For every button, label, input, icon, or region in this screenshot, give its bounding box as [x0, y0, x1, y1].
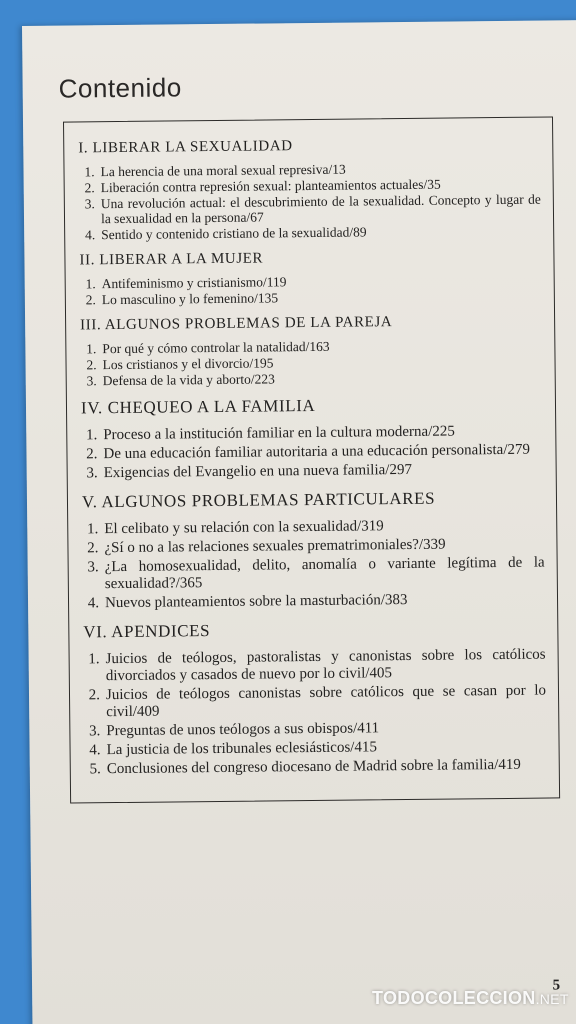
book-page	[22, 20, 576, 1024]
list-item: 2. De una educación familiar autoritaria a una educación personalista/279	[86, 441, 531, 463]
watermark-logo	[372, 988, 569, 1009]
list-item: 4. Sentido y contenido cristiano de la sexualidad/89	[84, 224, 367, 243]
list-item: 4. Nuevos planteamientos sobre la masturbación/383	[87, 591, 408, 612]
list-item: 3. Preguntas de unos teólogos a sus obispos/411	[89, 720, 380, 740]
list-item: 2. Juicios de teólogos canonistas sobre católicos que se casan por lo civil/409	[88, 682, 547, 721]
list-item: 2. Liberación contra represión sexual: planteamientos actuales/35	[84, 176, 441, 196]
section-title: VI. APENDICES	[83, 621, 211, 642]
toc-section-5	[82, 488, 545, 613]
section-title: III. ALGUNOS PROBLEMAS DE LA PAREJA	[80, 314, 393, 334]
list-item: 2. ¿Sí o no a las relaciones sexuales prematrimoniales?/339	[87, 536, 446, 557]
toc-section-6	[83, 618, 547, 779]
list-item: 4. La justicia de los tribunales eclesiásticos/415	[89, 739, 378, 759]
list-item: 1. Juicios de teólogos, pastoralistas y canonistas sobre los católicos divorciados y casados de nuevo por lo civil/405	[88, 646, 546, 685]
toc-section-1	[78, 136, 541, 243]
section-title: V. ALGUNOS PROBLEMAS PARTICULARES	[81, 488, 436, 512]
section-title: I. LIBERAR LA SEXUALIDAD	[78, 138, 293, 157]
list-item: 1. Por qué y cómo controlar la natalidad/163	[86, 338, 330, 357]
table-of-contents	[63, 116, 560, 803]
watermark-suffix: .NET	[535, 991, 569, 1007]
section-title: II. LIBERAR A LA MUJER	[79, 250, 264, 269]
toc-section-4	[81, 394, 544, 483]
list-item: 3. Una revolución actual: el descubrimiento de la sexualidad. Concepto y lugar de la sexualidad en la persona/67	[84, 191, 541, 227]
toc-section-3	[80, 313, 543, 389]
toc-section-2	[79, 248, 542, 308]
list-item: 2. Los cristianos y el divorcio/195	[86, 355, 274, 373]
page-title: Contenido	[58, 72, 182, 104]
watermark-brand: TODOCOLECCION	[372, 988, 536, 1008]
list-item: 3. ¿La homosexualidad, delito, anomalía o variante legítima de la sexualidad?/365	[87, 554, 545, 593]
list-item: 5. Conclusiones del congreso diocesano de Madrid sobre la familia/419	[89, 756, 521, 778]
list-item: 1. Proceso a la institución familiar en la cultura moderna/225	[85, 423, 455, 444]
list-item: 1. Antifeminismo y cristianismo/119	[85, 274, 287, 292]
list-item: 2. Lo masculino y lo femenino/135	[85, 290, 279, 308]
section-title: IV. CHEQUEO A LA FAMILIA	[80, 395, 316, 418]
list-item: 1. El celibato y su relación con la sexualidad/319	[86, 518, 384, 538]
list-item: 3. Defensa de la vida y aborto/223	[86, 371, 275, 389]
list-item: 3. Exigencias del Evangelio en una nueva familia/297	[86, 461, 412, 482]
list-item: 1. La herencia de una moral sexual represiva/13	[84, 161, 346, 180]
page-number: 5	[552, 977, 561, 994]
